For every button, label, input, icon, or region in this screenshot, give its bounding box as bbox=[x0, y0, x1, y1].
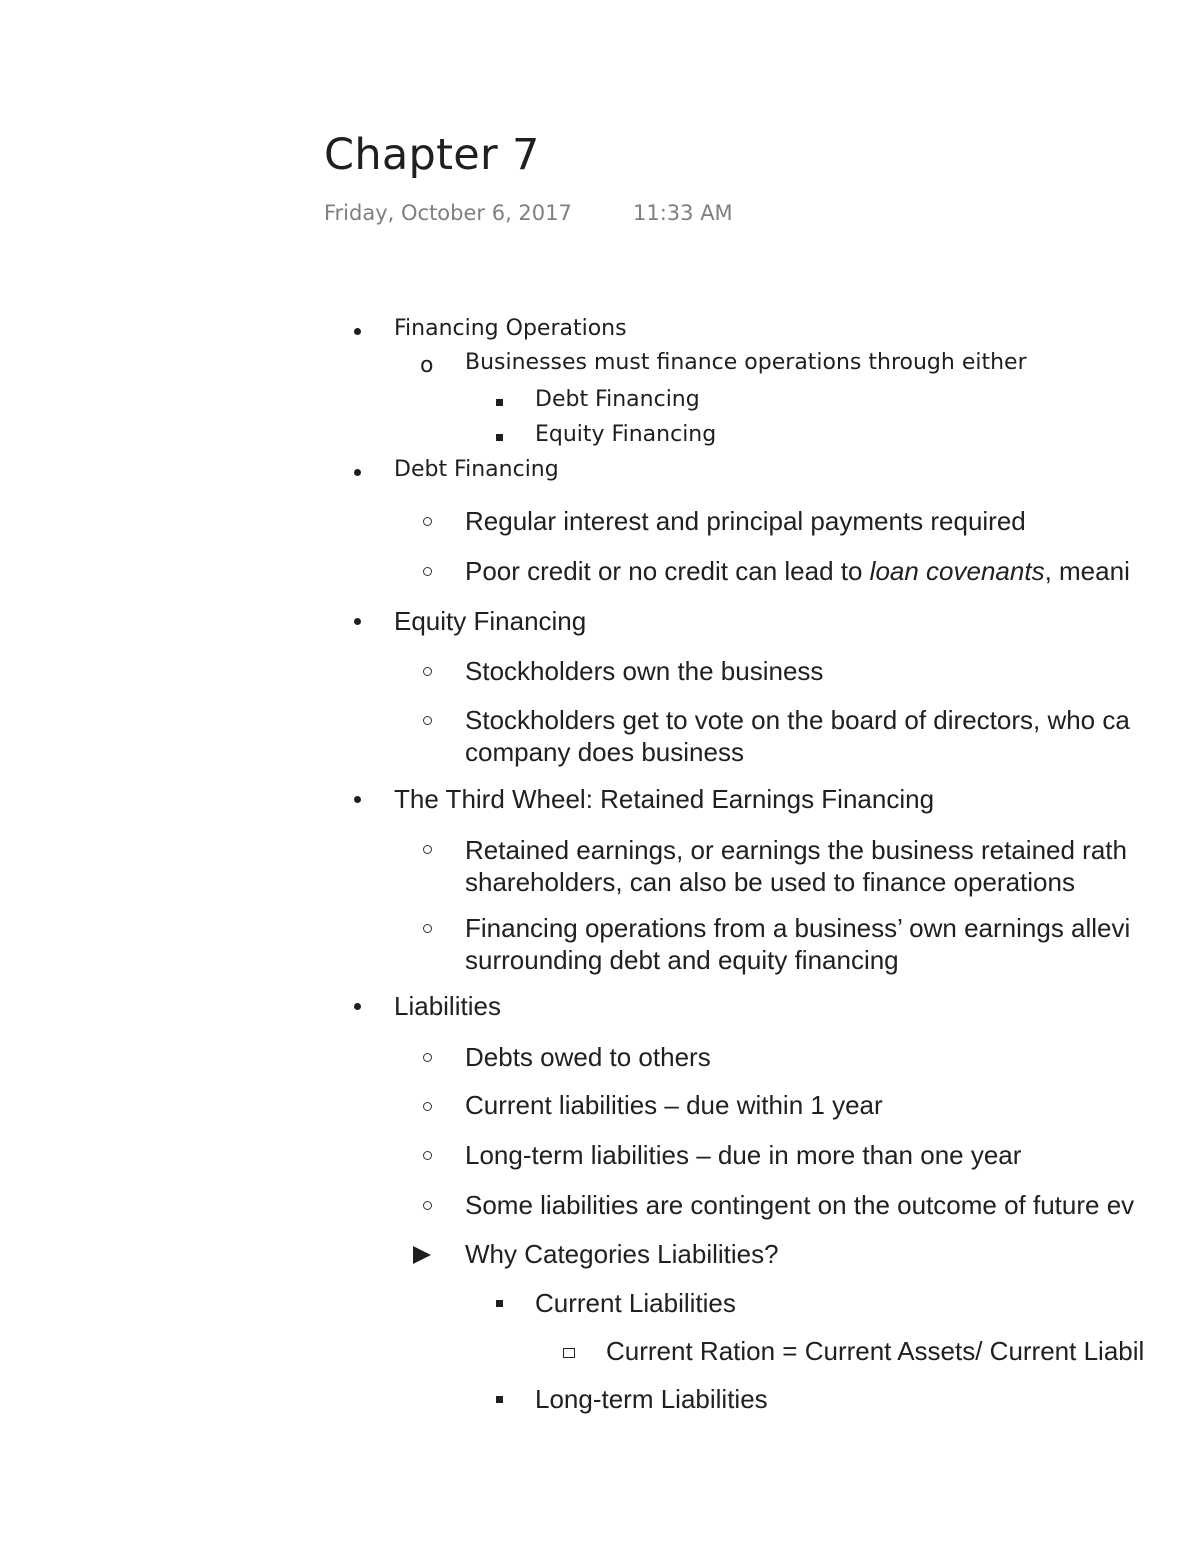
equity-point-2-line-1: Stockholders get to vote on the board of directors, who ca bbox=[465, 705, 1130, 735]
equity-point-2-line-2: company does business bbox=[465, 737, 744, 767]
page-title: Chapter 7 bbox=[324, 130, 540, 180]
bullet-ring bbox=[423, 924, 432, 933]
bullet-ring bbox=[423, 567, 432, 576]
bullet-ring bbox=[423, 517, 432, 526]
bullet-dot bbox=[354, 328, 361, 335]
financing-operations-sub: Businesses must finance operations through either bbox=[465, 350, 1027, 375]
bullet-square bbox=[496, 1300, 503, 1307]
third-wheel-point-1-line-1: Retained earnings, or earnings the business retained rath bbox=[465, 835, 1127, 865]
current-liabilities: Current Liabilities bbox=[535, 1288, 736, 1318]
list-item: Debt Financing bbox=[535, 387, 700, 412]
equity-financing-heading: Equity Financing bbox=[394, 606, 587, 636]
liabilities-heading: Liabilities bbox=[394, 991, 501, 1021]
equity-point-1: Stockholders own the business bbox=[465, 656, 824, 686]
long-term-liabilities: Long-term Liabilities bbox=[535, 1384, 768, 1414]
bullet-ring bbox=[423, 1151, 432, 1160]
current-ratio: Current Ration = Current Assets/ Current Liabil bbox=[606, 1336, 1145, 1366]
bullet-ring bbox=[423, 845, 432, 854]
bullet-ring bbox=[423, 716, 432, 725]
liabilities-why: Why Categories Liabilities? bbox=[465, 1239, 779, 1269]
bullet-square bbox=[496, 1396, 503, 1403]
liabilities-point-4: Some liabilities are contingent on the outcome of future ev bbox=[465, 1190, 1135, 1220]
note-date: Friday, October 6, 2017 bbox=[324, 201, 572, 225]
financing-operations-heading: Financing Operations bbox=[394, 316, 627, 341]
bullet-dot bbox=[354, 469, 361, 476]
bullet-o: o bbox=[420, 353, 434, 378]
third-wheel-point-2-line-1: Financing operations from a business’ own earnings allevi bbox=[465, 913, 1131, 943]
expand-triangle-icon[interactable] bbox=[413, 1246, 431, 1264]
bullet-hollow-square bbox=[563, 1348, 575, 1358]
list-item: Equity Financing bbox=[535, 422, 717, 447]
bullet-dot bbox=[354, 796, 361, 803]
bullet-ring bbox=[423, 1053, 432, 1062]
debt-point-1: Regular interest and principal payments required bbox=[465, 506, 1026, 536]
third-wheel-point-2-line-2: surrounding debt and equity financing bbox=[465, 945, 899, 975]
bullet-dot bbox=[354, 1003, 361, 1010]
liabilities-point-3: Long-term liabilities – due in more than one year bbox=[465, 1140, 1022, 1170]
liabilities-point-2: Current liabilities – due within 1 year bbox=[465, 1090, 883, 1120]
third-wheel-heading: The Third Wheel: Retained Earnings Financing bbox=[394, 784, 935, 814]
liabilities-point-1: Debts owed to others bbox=[465, 1042, 711, 1072]
third-wheel-point-1-line-2: shareholders, can also be used to finance operations bbox=[465, 867, 1075, 897]
bullet-square bbox=[496, 399, 503, 406]
bullet-square bbox=[496, 434, 503, 441]
debt-point-2: Poor credit or no credit can lead to loan covenants, meani bbox=[465, 556, 1130, 586]
bullet-dot bbox=[354, 618, 361, 625]
bullet-ring bbox=[423, 1201, 432, 1210]
bullet-ring bbox=[423, 1102, 432, 1111]
debt-financing-heading: Debt Financing bbox=[394, 457, 559, 482]
bullet-ring bbox=[423, 667, 432, 676]
note-time: 11:33 AM bbox=[633, 201, 733, 225]
